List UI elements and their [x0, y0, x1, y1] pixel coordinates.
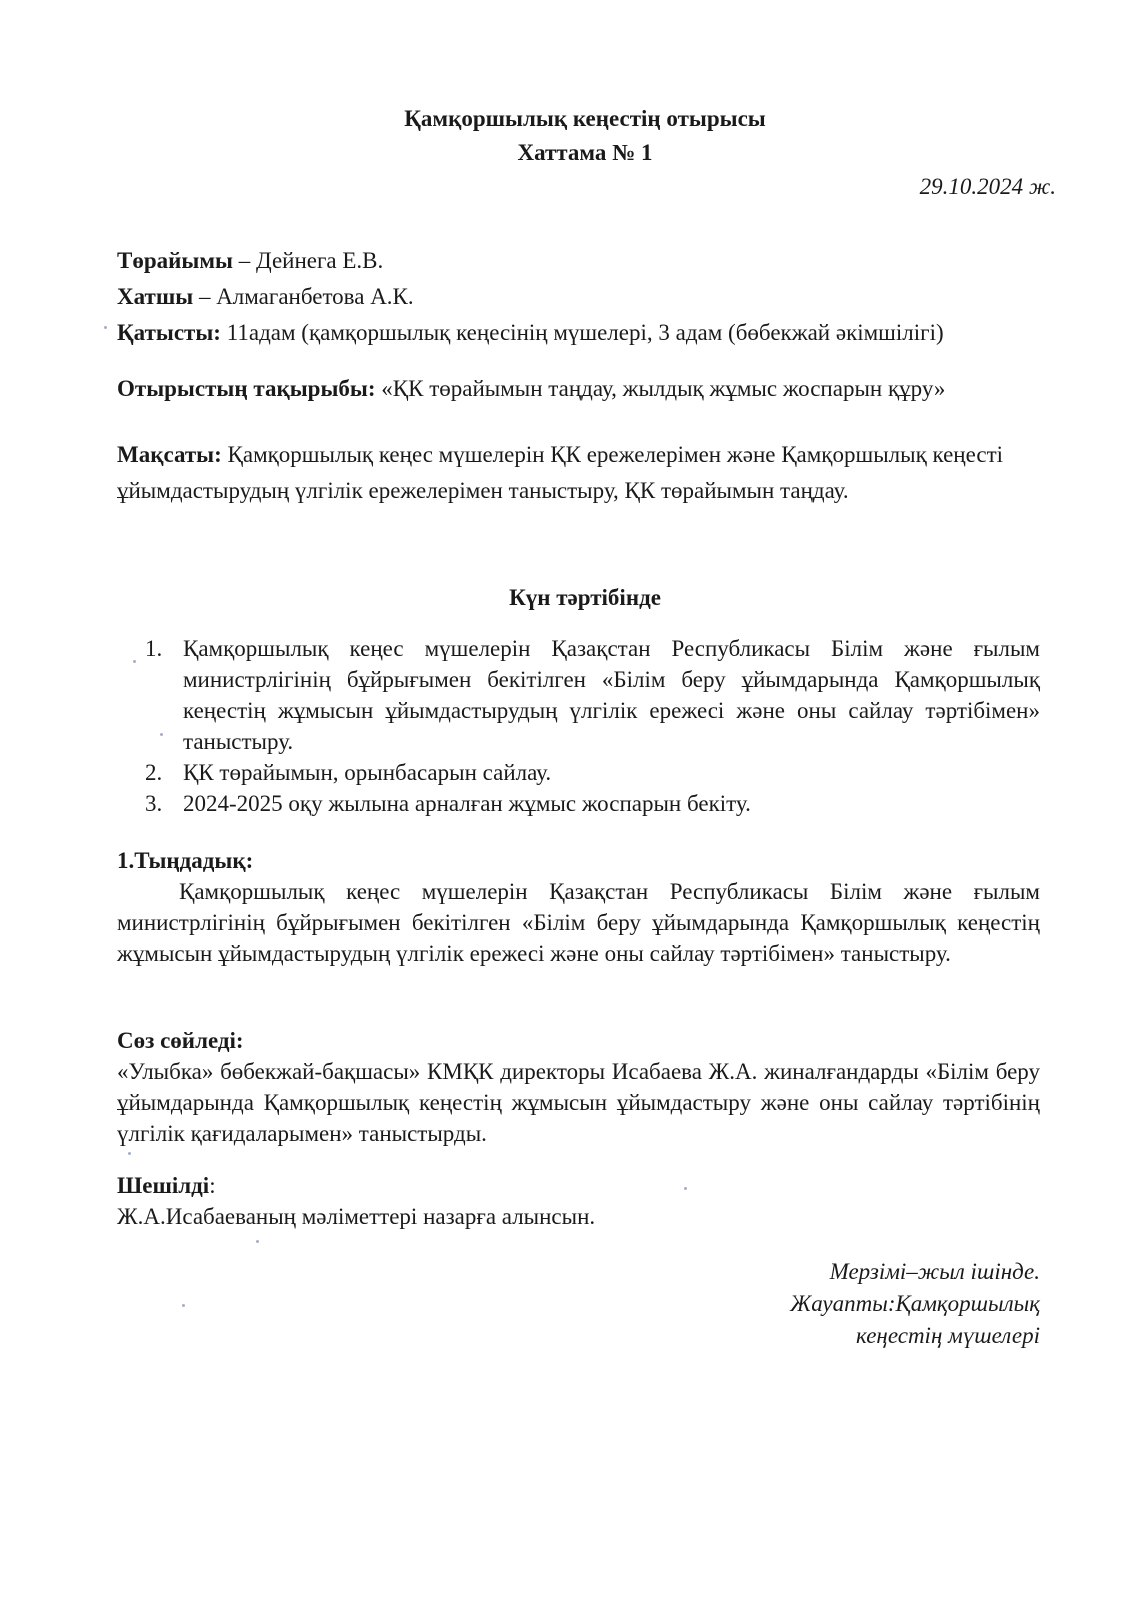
agenda-item: [145, 633, 1040, 757]
secretary-line: [117, 281, 1062, 312]
decided-heading-line: [117, 1170, 1040, 1201]
protocol-number: Хаттама № 1: [517, 140, 653, 165]
agenda-item-text: 2024-2025 оқу жылына арналған жұмыс жоспарын бекіту.: [183, 791, 751, 816]
scan-speck: [104, 326, 107, 329]
scan-speck: [256, 1240, 259, 1243]
agenda-list: [145, 633, 1040, 819]
present-line: [117, 317, 1062, 348]
agenda-item-number: 3.: [145, 791, 163, 816]
topic-label: Отырыстың тақырыбы:: [117, 376, 376, 401]
scan-speck: [160, 733, 163, 736]
agenda-item-text: Қамқоршылық кеңес мүшелерін Қазақстан Республикасы Білім және ғылым министрлігінің бұйрығымен бекітілген «Білім беру ұйымдарында Қамқоршылық кеңестің жұмысын ұйымдастырудың үлгілік ережесі және оны сайлау тәртібімен» таныстыру.: [183, 636, 1040, 754]
scan-speck: [684, 1187, 687, 1190]
decided-text: Ж.А.Исабаеваның мәліметтері назарға алынсын.: [117, 1204, 596, 1229]
spoke-text: «Улыбка» бөбекжай-бақшасы» КМҚК директоры Исабаева Ж.А. жиналғандарды «Білім беру ұйымдарында Қамқоршылық кеңестің жұмысын ұйымдастыру және оны сайлау тәртібінің үлгілік қағидаларымен» таныстырды.: [117, 1059, 1040, 1146]
agenda-title: Күн тәртібінде: [509, 585, 661, 610]
document-date: 29.10.2024 ж.: [919, 174, 1056, 199]
spoke-section: [117, 1025, 1040, 1149]
spoke-heading: Сөз сөйледі:: [117, 1028, 244, 1053]
goal-line: [117, 437, 1062, 509]
secretary-value: – Алмаганбетова А.К.: [193, 284, 414, 309]
agenda-item: [145, 757, 1040, 788]
decided-heading: Шешілді: [117, 1173, 210, 1198]
chair-label: Төрайымы: [117, 248, 233, 273]
deadline-block: [720, 1256, 1040, 1352]
agenda-item-number: 1.: [145, 636, 163, 661]
present-value: 11адам (қамқоршылық кеңесінің мүшелері, 3 адам (бөбекжай әкімшілігі): [220, 320, 944, 345]
decided-colon: :: [209, 1173, 216, 1198]
topic-line: [117, 373, 1062, 404]
heard-text: Қамқоршылық кеңес мүшелерін Қазақстан Республикасы Білім және ғылым министрлігінің бұйрығымен бекітілген «Білім беру ұйымдарында Қамқоршылық кеңестің жұмысын ұйымдастырудың үлгілік ережесі және оны сайлау тәртібімен» таныстыру.: [117, 879, 1040, 966]
chair-line: [117, 245, 1062, 276]
agenda-item-text: ҚК төрайымын, орынбасарын сайлау.: [183, 760, 552, 785]
decided-section: [117, 1170, 1040, 1232]
topic-value: «ҚК төрайымын таңдау, жылдық жұмыс жоспарын құру»: [375, 376, 946, 401]
scan-speck: [182, 1304, 185, 1307]
heard-heading: 1.Тыңдадық:: [117, 848, 254, 873]
present-label: Қатысты:: [117, 320, 221, 345]
chair-value: – Дейнега Е.В.: [232, 248, 384, 273]
goal-value: Қамқоршылық кеңес мүшелерін ҚК ережелерімен және Қамқоршылық кеңесті ұйымдастырудың үлгілік ережелерімен таныстыру, ҚК төрайымын таңдау.: [117, 442, 1004, 503]
deadline-line: Мерзімі–жыл ішінде.: [829, 1259, 1040, 1284]
document-title: Қамқоршылық кеңестің отырысы: [404, 106, 766, 131]
goal-label: Мақсаты:: [117, 442, 222, 467]
responsible-line: Жауапты:Қамқоршылық: [790, 1291, 1040, 1316]
scan-speck: [133, 660, 136, 663]
agenda-item-number: 2.: [145, 760, 163, 785]
agenda-item: [145, 788, 1040, 819]
secretary-label: Хатшы: [117, 284, 194, 309]
responsible-line-cont: кеңестің мүшелері: [856, 1323, 1040, 1348]
heard-section: [117, 845, 1040, 969]
scan-speck: [128, 1152, 131, 1155]
